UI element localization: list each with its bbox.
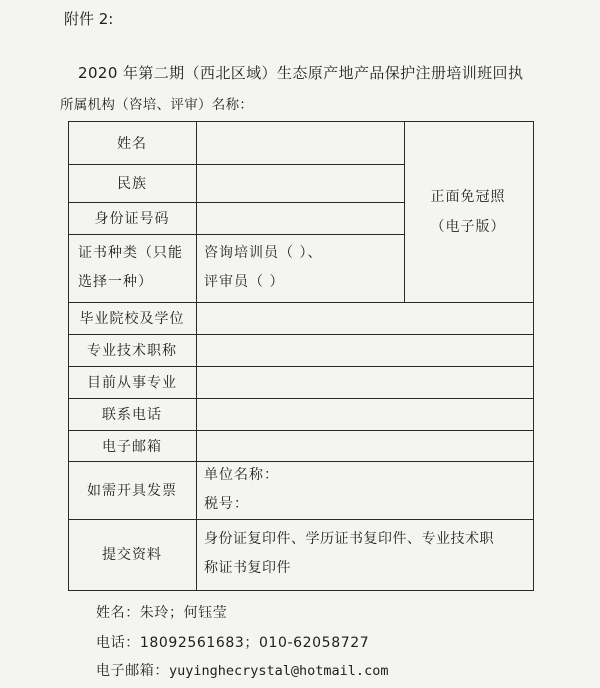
documents-line1: 身份证复印件、学历证书复印件、专业技术职 bbox=[204, 531, 494, 547]
email-label: 电子邮箱 bbox=[102, 438, 162, 455]
invoice-unit-name: 单位名称： bbox=[204, 467, 279, 483]
contact-email-prefix: 电子邮箱： bbox=[96, 663, 169, 679]
contact-phone-prefix: 电话： bbox=[96, 635, 140, 651]
photo-placeholder bbox=[404, 121, 532, 302]
invoice-fields bbox=[204, 461, 524, 519]
contact-email bbox=[96, 660, 388, 680]
documents-line2: 称证书复印件 bbox=[204, 560, 291, 576]
school-degree-label: 毕业院校及学位 bbox=[79, 311, 185, 327]
contact-phone-value: 18092561683；010-62058727 bbox=[139, 635, 370, 651]
certificate-type-label-line1: 证书种类（只能 bbox=[78, 245, 183, 261]
photo-line2: （电子版） bbox=[430, 218, 506, 235]
photo-line1: 正面免冠照 bbox=[430, 188, 506, 205]
form-title: 2020 年第二期（西北区域）生态原产地产品保护注册培训班回执 bbox=[78, 64, 524, 82]
phone-label: 联系电话 bbox=[102, 407, 162, 423]
contact-email-value: yuyinghecrystal@hotmail.com bbox=[169, 663, 389, 679]
certificate-option-reviewer: 评审员（ ） bbox=[204, 274, 285, 290]
documents-label: 提交资料 bbox=[102, 547, 162, 563]
certificate-type-label bbox=[78, 234, 196, 302]
contact-phone bbox=[96, 632, 369, 652]
column-divider bbox=[196, 121, 197, 591]
contact-names: 姓名：朱玲；何钰莹 bbox=[96, 605, 228, 621]
current-major-label: 目前从事专业 bbox=[87, 375, 177, 391]
attachment-label: 附件 2: bbox=[64, 10, 114, 28]
invoice-tax-number: 税号： bbox=[204, 496, 249, 512]
registration-receipt-table bbox=[68, 121, 534, 591]
ethnicity-label: 民族 bbox=[117, 176, 147, 192]
id-number-label: 身份证号码 bbox=[94, 211, 170, 227]
organization-label: 所属机构（咨培、评审）名称： bbox=[60, 97, 254, 113]
invoice-label: 如需开具发票 bbox=[87, 483, 177, 499]
certificate-option-consultant: 咨询培训员（ ）、 bbox=[204, 245, 323, 261]
certificate-type-label-line2: 选择一种） bbox=[78, 274, 153, 290]
certificate-options bbox=[204, 234, 404, 302]
name-label: 姓名 bbox=[117, 135, 147, 152]
professional-title-label: 专业技术职称 bbox=[87, 343, 177, 359]
documents-list bbox=[204, 519, 532, 589]
